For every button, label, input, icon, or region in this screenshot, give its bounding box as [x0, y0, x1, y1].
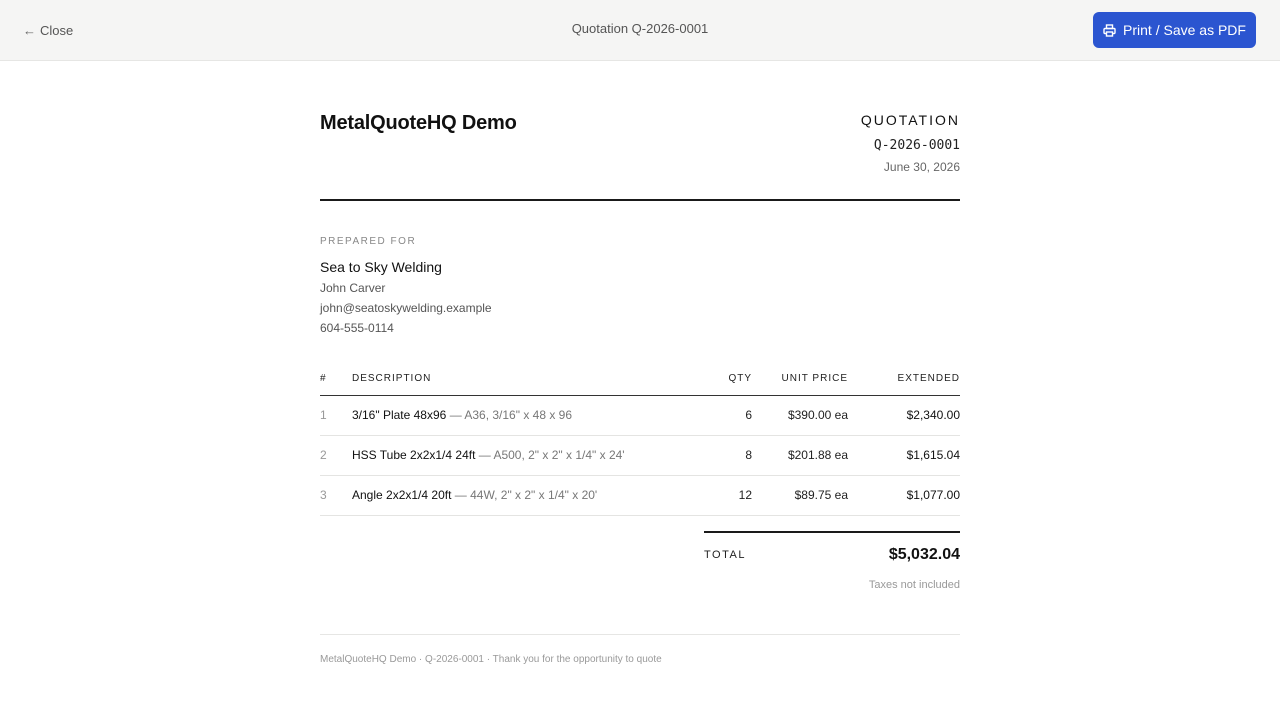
table-row	[320, 396, 960, 436]
row-qty: 12	[738, 488, 752, 502]
item-separator: —	[478, 448, 491, 462]
company-name: MetalQuoteHQ Demo	[320, 112, 517, 134]
table-header	[320, 373, 960, 396]
total-value: $5,032.04	[888, 546, 960, 563]
row-qty: 8	[745, 448, 752, 462]
row-number: 3	[320, 488, 327, 502]
row-unit-price: $89.75 ea	[794, 488, 848, 502]
client-contact: John Carver	[320, 281, 386, 295]
tax-note: Taxes not included	[868, 579, 960, 591]
arrow-left-icon: ←	[23, 22, 36, 38]
item-name: HSS Tube 2x2x1/4 24ft	[352, 448, 476, 462]
close-label: Close	[40, 22, 74, 38]
column-header-unit-price: UNIT PRICE	[781, 373, 848, 384]
row-unit-price: $390.00 ea	[787, 408, 848, 422]
row-extended: $1,077.00	[906, 488, 960, 502]
row-extended: $1,615.04	[906, 448, 960, 462]
print-save-pdf-button[interactable]	[1093, 12, 1256, 48]
document-type-label: QUOTATION	[860, 112, 960, 128]
row-description	[352, 408, 572, 422]
client-phone: 604-555-0114	[320, 321, 394, 335]
row-extended: $2,340.00	[906, 408, 960, 422]
client-company-name: Sea to Sky Welding	[320, 259, 442, 275]
row-description	[352, 488, 597, 502]
total-divider	[704, 531, 960, 533]
item-name: Angle 2x2x1/4 20ft	[352, 488, 452, 502]
page-title: Quotation Q-2026-0001	[571, 21, 709, 36]
item-name: 3/16" Plate 48x96	[352, 408, 447, 422]
client-email: john@seatoskywelding.example	[320, 301, 492, 315]
row-number: 1	[320, 408, 327, 422]
row-description	[352, 448, 625, 462]
table-row	[320, 436, 960, 476]
item-separator: —	[449, 408, 462, 422]
quote-date: June 30, 2026	[883, 160, 960, 174]
row-qty: 6	[745, 408, 752, 422]
top-bar	[0, 0, 1280, 61]
quote-number: Q-2026-0001	[873, 138, 960, 153]
row-number: 2	[320, 448, 327, 462]
column-header-extended: EXTENDED	[897, 373, 960, 384]
table-row	[320, 476, 960, 516]
column-header-description: DESCRIPTION	[352, 373, 432, 384]
header-divider	[320, 199, 960, 201]
column-header-number: #	[320, 373, 327, 384]
print-label: Print / Save as PDF	[1123, 22, 1246, 38]
prepared-for-label: PREPARED FOR	[320, 236, 417, 247]
item-spec: A36, 3/16" x 48 x 96	[464, 408, 573, 422]
item-spec: A500, 2" x 2" x 1/4" x 24'	[493, 448, 625, 462]
item-separator: —	[454, 488, 467, 502]
column-header-qty: QTY	[728, 373, 752, 384]
row-unit-price: $201.88 ea	[787, 448, 848, 462]
item-spec: 44W, 2" x 2" x 1/4" x 20'	[470, 488, 598, 502]
footer-text: MetalQuoteHQ Demo · Q-2026-0001 · Thank you for the opportunity to quote	[320, 654, 662, 665]
total-label: TOTAL	[704, 549, 746, 561]
footer-divider	[320, 634, 960, 635]
printer-icon	[1103, 24, 1116, 37]
